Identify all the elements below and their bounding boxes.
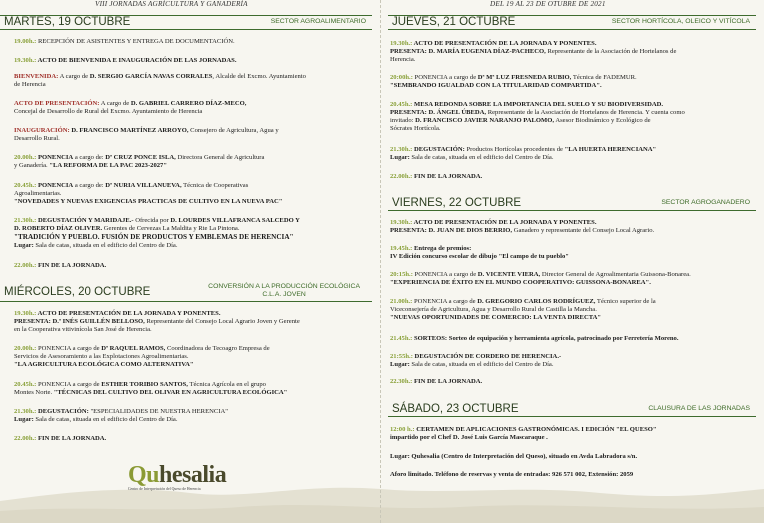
schedule-entry bbox=[390, 378, 482, 386]
schedule-entry bbox=[390, 271, 691, 287]
entry-time: 21.00h.: bbox=[390, 298, 413, 305]
logo-wordmark bbox=[128, 462, 278, 489]
sector-label: CLAUSURA DE LAS JORNADAS bbox=[648, 405, 750, 412]
speaker-name: PRESENTA: D.ª INÉS GUILLÉN BELLOSO, bbox=[14, 318, 145, 326]
entry-text: Directora General de Agricultura bbox=[175, 154, 265, 161]
schedule-entry bbox=[14, 310, 300, 334]
entry-text: Viceconsejería de Agricultura, Agua y Desarrollo Rural de Castilla la Mancha. bbox=[390, 306, 597, 314]
entry-time: 19.30h.: bbox=[390, 219, 413, 226]
speaker-name: D. FRANCISCO JAVIER NARANJO PALOMO, bbox=[415, 117, 555, 125]
speaker-name: ESTHER TORIBIO SANTOS, bbox=[101, 381, 188, 388]
talk-title: "LA REFORMA DE LA PAC 2023-2027" bbox=[49, 162, 167, 170]
entry-text: DEGUSTACIÓN: bbox=[36, 408, 89, 415]
venue-text: Sala de catas, situada en el edificio del Centro de Día. bbox=[33, 242, 178, 250]
entry-text: DEGUSTACIÓN Y MARIDAJE.- bbox=[36, 217, 134, 224]
day-title: SÁBADO, 23 OCTUBRE bbox=[392, 403, 519, 415]
entry-time: 20.45h.: bbox=[390, 101, 413, 108]
entry-text: FIN DE LA JORNADA. bbox=[412, 378, 483, 385]
venue-text: Sala de catas, situada en el edificio del Centro de Día. bbox=[33, 416, 178, 424]
schedule-entry bbox=[14, 182, 282, 206]
entry-text: PONENCIA a cargo de bbox=[36, 381, 102, 388]
schedule-entry bbox=[390, 40, 676, 64]
entry-text: FIN DE LA JORNADA. bbox=[36, 262, 107, 269]
speaker-name: D. VICENTE VIERA, bbox=[477, 271, 541, 278]
talk-title: "LA HUERTA HERENCIANA" bbox=[564, 146, 657, 153]
schedule-entry bbox=[390, 471, 633, 479]
venue-label: Lugar: bbox=[14, 242, 34, 250]
entry-text: A cargo de bbox=[58, 73, 90, 80]
entry-time: 19.45h.: bbox=[390, 245, 413, 252]
entry-text: Técnico superior de la bbox=[595, 298, 656, 305]
venue-text: Sala de catas, situada en el edificio del Centro de Día. bbox=[409, 154, 554, 162]
entry-time: 20:00h.: bbox=[390, 74, 413, 81]
entry-text: FIN DE LA JORNADA. bbox=[412, 173, 483, 180]
schedule-entry bbox=[14, 262, 106, 270]
entry-time: 22.30h.: bbox=[390, 378, 413, 385]
entry-time: 20.45h.: bbox=[14, 381, 37, 388]
speaker-name: D. ROBERTO DÍAZ OLIVER. bbox=[14, 225, 103, 233]
sector-label: SECTOR AGROALIMENTARIO bbox=[270, 18, 366, 25]
schedule-entry bbox=[390, 298, 656, 322]
speaker-name: PRESENTA: D. MARÍA EUGENIA DÍAZ-PACHECO, bbox=[390, 48, 546, 56]
schedule-entry bbox=[390, 219, 654, 235]
logo-word-part: hesalia bbox=[159, 462, 227, 488]
entry-text: Ofrecida por bbox=[133, 217, 171, 224]
talk-title: "TÉCNICAS DEL CULTIVO DEL OLIVAR EN AGRICULTURA ECOLÓGICA" bbox=[53, 389, 288, 397]
entry-text: PONENCIA a cargo de bbox=[36, 345, 102, 352]
schedule-entry bbox=[14, 57, 236, 65]
entry-label: BIENVENIDA: bbox=[14, 73, 59, 80]
entry-time: 19.30h.: bbox=[14, 310, 37, 317]
logo-subtitle: Centro de Interpretación del Queso de Herencia bbox=[128, 487, 201, 491]
entry-text: Sócrates Hortícola. bbox=[390, 125, 441, 133]
schedule-entry bbox=[390, 101, 685, 133]
right-top-title: DEL 19 AL 23 DE OTUBRE DE 2021 bbox=[490, 0, 606, 8]
talk-title: "NOVEDADES Y NUEVAS EXIGENCIAS PRACTICAS DE CULTIVO EN LA NUEVA PAC" bbox=[14, 198, 283, 206]
entry-text: Representante de la Asociación de Hortelanos de Herencia. Y cuenta como bbox=[486, 109, 685, 117]
day-title: MIÉRCOLES, 20 OCTUBRE bbox=[4, 286, 151, 298]
entry-time: 22.00h.: bbox=[14, 435, 37, 442]
entry-time: 20.45h.: bbox=[14, 182, 37, 189]
entry-text: de Herencia bbox=[14, 81, 46, 89]
entry-time: 21.45h.: bbox=[390, 335, 413, 342]
entry-text: impartido por el Chef D. José Luis García Mascaraque . bbox=[390, 434, 548, 442]
schedule-entry bbox=[14, 154, 264, 170]
entry-text: SORTEOS: bbox=[412, 335, 448, 342]
schedule-entry bbox=[14, 381, 287, 397]
entry-time: 20.00h.: bbox=[14, 154, 37, 161]
entry-text: Asesor Biodinámico y Ecológico de bbox=[554, 117, 651, 125]
sector-label: SECTOR AGROGANADERO bbox=[661, 199, 750, 206]
entry-text: Productos Hortícolas procedentes de bbox=[464, 146, 565, 153]
quhesalia-logo bbox=[128, 462, 278, 502]
day-header-saturday bbox=[388, 403, 756, 417]
sector-line: C.L.A. JOVEN bbox=[262, 291, 306, 298]
entry-text: Gerentes de Cervezas La Maldita y Rte La Pintona. bbox=[102, 225, 240, 233]
day-header-thursday bbox=[388, 15, 756, 30]
entry-text: PONENCIA a cargo de bbox=[412, 298, 478, 305]
entry-text: a cargo de: bbox=[73, 154, 106, 161]
venue-text: Quhesalia (Centro de Interpretación del Queso), situado en Avda Labradora s/n. bbox=[409, 453, 638, 460]
entry-time: 19.30h.: bbox=[390, 40, 413, 47]
speaker-name: PRESENTA: D. ÁNGEL ÚBEDA, bbox=[390, 109, 487, 117]
entry-text: Coordinadora de Tecoagro Empresa de bbox=[165, 345, 270, 352]
talk-title: "ESPECIALIDADES DE NUESTRA HERENCIA" bbox=[88, 408, 228, 415]
entry-text: PONENCIA a cargo de bbox=[412, 74, 478, 81]
schedule-entry bbox=[14, 408, 228, 424]
reservation-info: Aforo limitado. Teléfono de reservas y venta de entradas: 926 571 002, Extensión: 2059 bbox=[390, 471, 634, 478]
talk-title: "LA AGRICULTURA ECOLÓGICA COMO ALTERNATIVA" bbox=[14, 361, 194, 369]
schedule-entry bbox=[14, 217, 300, 250]
entry-text: ACTO DE BIENVENIDA E INAUGURACIÓN DE LAS JORNADAS. bbox=[36, 57, 237, 64]
speaker-name: D. FRANCISCO MARTÍNEZ ARROYO, bbox=[69, 127, 189, 134]
logo-word-part: Qu bbox=[128, 462, 160, 488]
entry-text: ACTO DE PRESENTACIÓN DE LA JORNADA Y PONENTES. bbox=[36, 310, 221, 317]
speaker-name: D. SERGIO GARCÍA NAVAS CORRALES bbox=[89, 73, 213, 80]
entry-text: MESA REDONDA SOBRE LA IMPORTANCIA DEL SUELO Y SU BIODIVERSIDAD. bbox=[412, 101, 664, 108]
venue-label: Lugar: bbox=[390, 361, 410, 369]
day-title: JUEVES, 21 OCTUBRE bbox=[392, 16, 516, 28]
entry-time: 20.00h.: bbox=[14, 345, 37, 352]
entry-text: Director General de Agroalimentaria Guissona-Bonarea. bbox=[540, 271, 691, 278]
entry-text: Agroalimentarias. bbox=[14, 190, 62, 198]
entry-text: Representante de la Asociación de Hortelanos de bbox=[545, 48, 677, 56]
entry-time: 21.30h.: bbox=[14, 408, 37, 415]
talk-title: "SEMBRANDO IGUALDAD CON LA TITULARIDAD COMPARTIDA". bbox=[390, 82, 602, 90]
schedule-entry bbox=[14, 435, 106, 443]
entry-text: y Ganadería. bbox=[14, 162, 50, 170]
talk-title: "TRADICIÓN Y PUEBLO. FUSIÓN DE PRODUCTOS Y EMBLEMAS DE HERENCIA" bbox=[14, 233, 294, 242]
hills-decoration bbox=[0, 463, 764, 523]
entry-text: PONENCIA bbox=[36, 182, 74, 189]
entry-text: Concejal de Desarrollo de Rural del Excmo. Ayuntamiento de Herencia bbox=[14, 108, 203, 116]
schedule-entry bbox=[390, 353, 561, 369]
entry-text: ACTO DE PRESENTACIÓN DE LA JORNADA Y PONENTES. bbox=[412, 219, 597, 226]
venue-label: Lugar: bbox=[390, 154, 410, 162]
speaker-name: D. GREGORIO CARLOS RODRÍGUEZ, bbox=[477, 298, 596, 305]
entry-text: Técnica de Cooperativas bbox=[181, 182, 249, 189]
entry-text: Herencia. bbox=[390, 56, 416, 64]
entry-text: a cargo de: bbox=[73, 182, 106, 189]
sector-label bbox=[208, 283, 360, 299]
day-title: MARTES, 19 OCTUBRE bbox=[4, 16, 131, 28]
entry-text: ACTO DE PRESENTACIÓN DE LA JORNADA Y PONENTES. bbox=[412, 40, 597, 47]
entry-time: 22.00h.: bbox=[390, 173, 413, 180]
entry-text: Consejero de Agricultura, Agua y bbox=[188, 127, 279, 134]
entry-time: 21.30h.: bbox=[14, 217, 37, 224]
entry-text: en la Cooperativa vitivinícola San José de Herencia. bbox=[14, 326, 152, 334]
entry-text: CERTAMEN DE APLICACIONES GASTRONÓMICAS. I EDICIÓN "EL QUESO" bbox=[414, 426, 657, 433]
schedule-entry bbox=[390, 146, 656, 162]
talk-title: "NUEVAS OPORTUNIDADES DE COMERCIO: LA VENTA DIRECTA" bbox=[390, 314, 602, 322]
entry-text: , Alcalde del Excmo. Ayuntamiento bbox=[212, 73, 306, 80]
entry-time: 21:55h.: bbox=[390, 353, 413, 360]
entry-text: Sorteo de equipación y herramienta agrícola, patrocinado por Ferretería Moreno. bbox=[447, 335, 679, 342]
venue-label: Lugar: bbox=[390, 453, 410, 460]
schedule-entry bbox=[14, 127, 279, 143]
entry-time: 21.30h.: bbox=[390, 146, 413, 153]
sector-label: SECTOR HORTÍCOLA, OLEICO Y VITÍCOLA bbox=[611, 18, 750, 25]
entry-text: IV Edición concurso escolar de dibujo "El campo de tu pueblo" bbox=[390, 253, 569, 261]
schedule-entry bbox=[390, 173, 482, 181]
entry-text: Entrega de premios: bbox=[412, 245, 472, 252]
speaker-name: Dª CRUZ PONCE ISLA, bbox=[105, 154, 176, 161]
entry-time: 20:15h.: bbox=[390, 271, 413, 278]
left-top-title: VIII JORNADAS AGRÍCULTURA Y GANADERÍA bbox=[95, 0, 248, 8]
speaker-name: Dª Mª LUZ FRESNEDA RUBIO, bbox=[477, 74, 572, 81]
entry-text: A cargo de bbox=[99, 100, 131, 107]
entry-text: PONENCIA bbox=[36, 154, 74, 161]
entry-text: Técnica de FADEMUR. bbox=[571, 74, 637, 81]
day-title: VIERNES, 22 OCTUBRE bbox=[392, 197, 522, 209]
entry-text: Servicios de Asesoramiento a las Explotaciones Agroalimentarias. bbox=[14, 353, 189, 361]
entry-text: Desarrollo Rural. bbox=[14, 135, 60, 143]
page-fold-divider bbox=[380, 0, 381, 523]
entry-text: DEGUSTACIÓN DE CORDERO DE HERENCIA.- bbox=[412, 353, 562, 360]
speaker-name: D. GABRIEL CARRERO DÍAZ-MECO, bbox=[130, 100, 247, 107]
entry-time: 12:00 h.: bbox=[390, 426, 415, 433]
schedule-entry bbox=[390, 453, 637, 461]
venue-label: Lugar: bbox=[14, 416, 34, 424]
entry-text: DEGUSTACIÓN: bbox=[412, 146, 465, 153]
sector-line: CONVERSIÓN A LA PRODUCCIÓN ECOLÓGICA bbox=[208, 283, 360, 290]
entry-text: Representante del Consejo Local Agrario Joven y Gerente bbox=[144, 318, 300, 326]
entry-time: 19.00h.: bbox=[14, 38, 37, 45]
speaker-name: Dª NURIA VILLANUEVA, bbox=[105, 182, 182, 189]
schedule-entry bbox=[390, 245, 569, 261]
speaker-name: Dª RAQUEL RAMOS, bbox=[101, 345, 166, 352]
schedule-entry bbox=[14, 100, 246, 116]
speaker-name: D. LOURDES VILLAFRANCA SALCEDO Y bbox=[170, 217, 300, 224]
schedule-entry bbox=[14, 345, 270, 369]
entry-label: INAUGURACIÓN: bbox=[14, 127, 70, 134]
entry-text: Técnica Agrícola en el grupo bbox=[187, 381, 266, 388]
venue-text: Sala de catas, situada en el edificio del Centro de Día. bbox=[409, 361, 554, 369]
entry-time: 19.30h.: bbox=[14, 57, 37, 64]
day-header-tuesday bbox=[0, 15, 372, 30]
entry-text: Ganadero y representante del Consejo Local Agrario. bbox=[512, 227, 655, 235]
day-header-friday bbox=[388, 197, 756, 211]
schedule-entry bbox=[14, 38, 235, 46]
entry-time: 22.00h.: bbox=[14, 262, 37, 269]
schedule-entry bbox=[14, 73, 306, 89]
talk-title: "EXPERIENCIA DE ÉXITO EN EL MUNDO COOPERATIVO: GUISSONA-BONAREA". bbox=[390, 279, 651, 287]
entry-text: PONENCIA a cargo de bbox=[412, 271, 478, 278]
entry-label: ACTO DE PRESENTACIÓN: bbox=[14, 100, 100, 107]
schedule-entry bbox=[390, 74, 637, 90]
entry-text: FIN DE LA JORNADA. bbox=[36, 435, 107, 442]
speaker-name: PRESENTA: D. JUAN DE DIOS BERRIO, bbox=[390, 227, 513, 235]
day-header-wednesday bbox=[0, 283, 372, 302]
schedule-entry bbox=[390, 426, 657, 442]
entry-text: RECEPCIÓN DE ASISTENTES Y ENTREGA DE DOCUMENTACIÓN. bbox=[36, 38, 235, 45]
schedule-entry bbox=[390, 335, 678, 343]
entry-text: Montes Norte. bbox=[14, 389, 54, 397]
entry-text: invitado: bbox=[390, 117, 416, 125]
